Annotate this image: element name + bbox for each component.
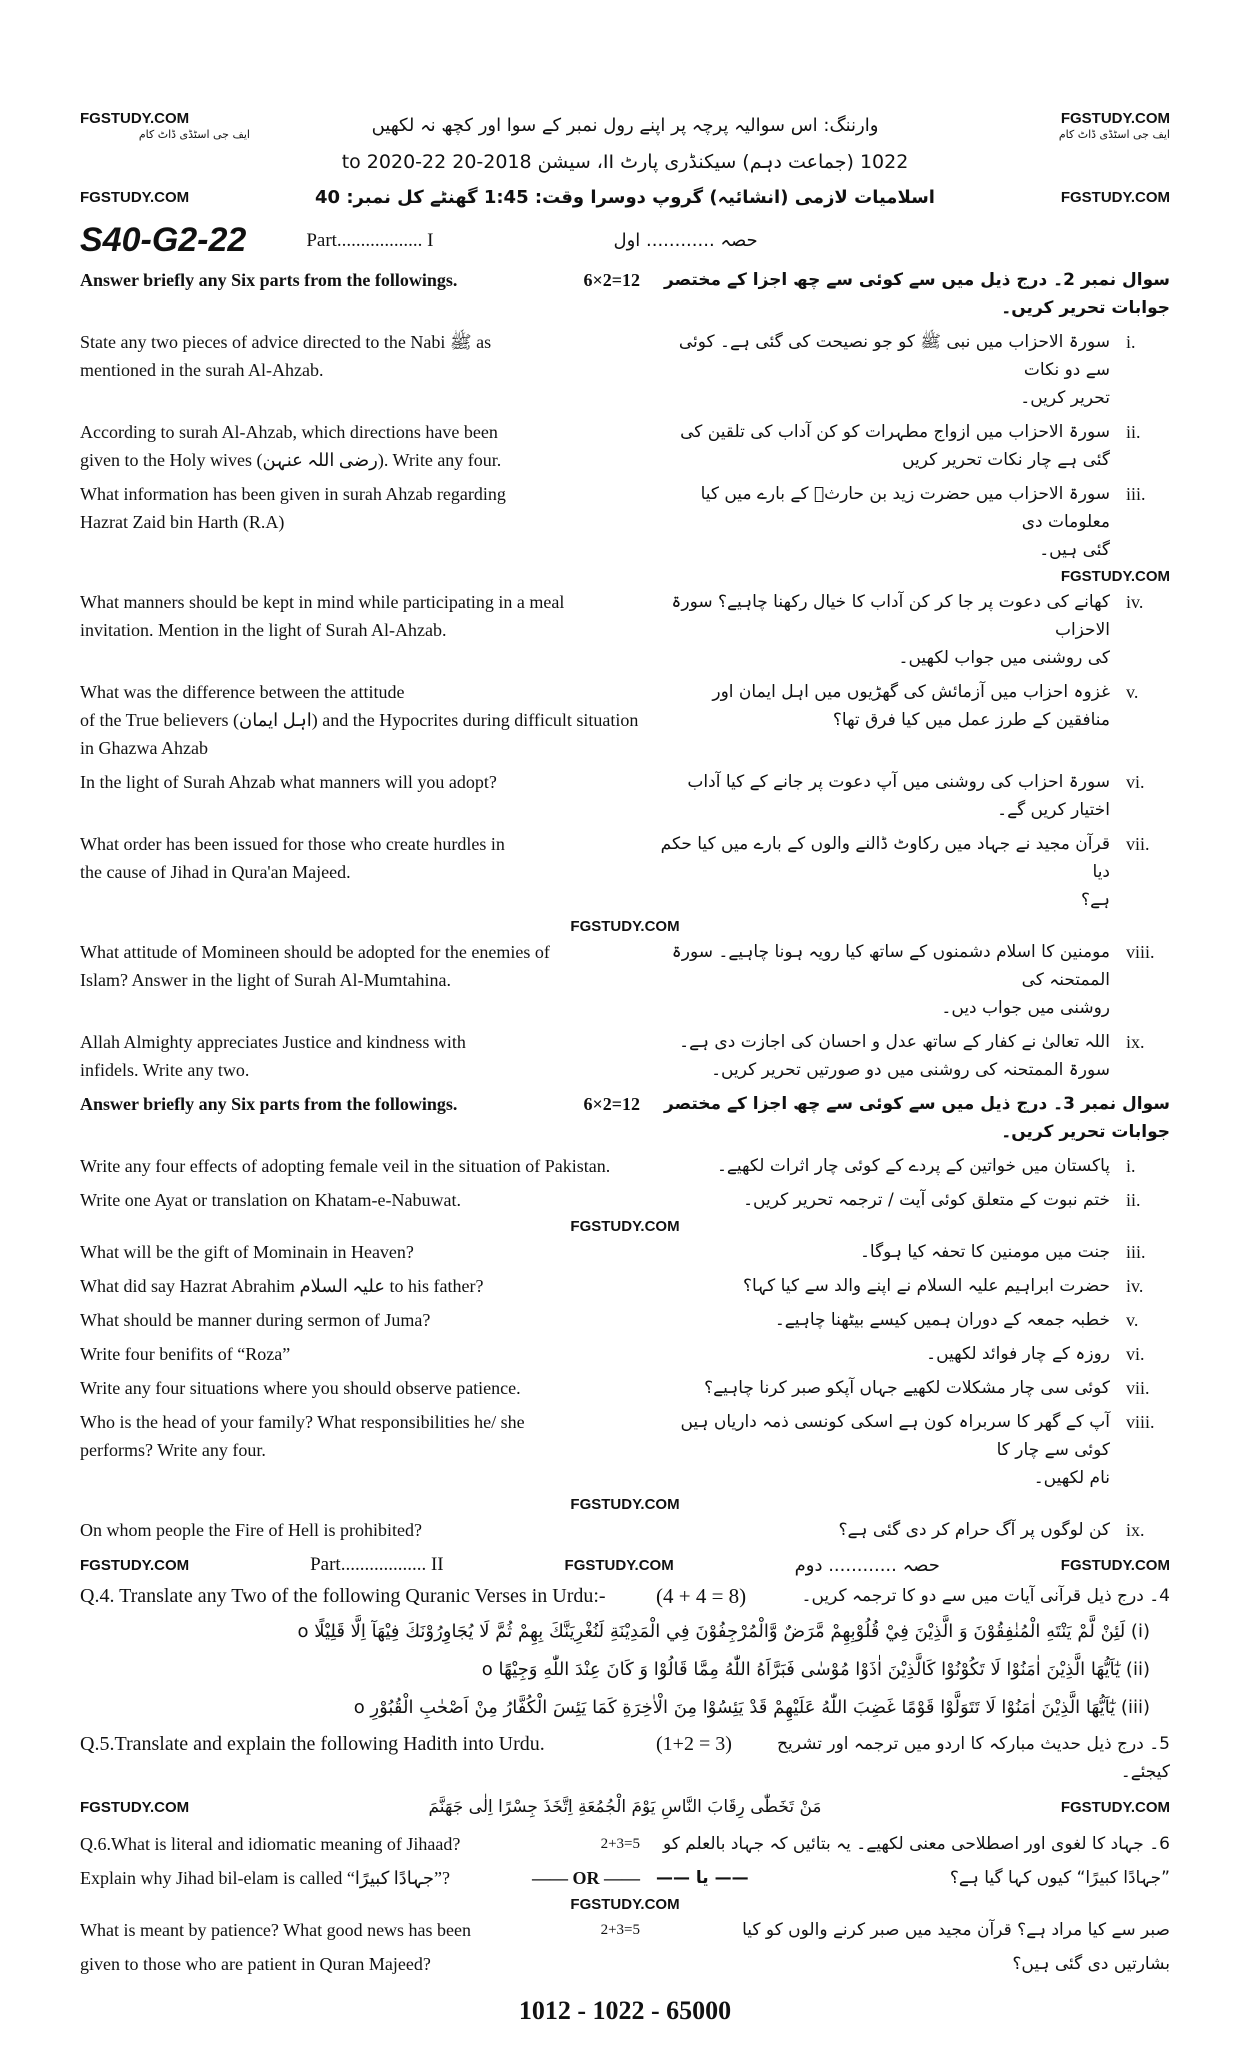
question-text-cell [80,1516,640,1544]
question-text-urdu-cell [656,768,1110,824]
question-number: iv. [1126,592,1144,612]
question-text-cell [80,1306,640,1334]
q6-text-urdu: صبر سے کیا مراد ہے؟ قرآن مجید میں صبر کرنے والوں کو کیا [742,1920,1170,1940]
question-text-cell [80,1272,640,1300]
question-row [80,1186,1170,1214]
question-text-cell [80,678,640,762]
question-text-cell [80,938,640,1022]
question-text: Write any four situations where you should observe patience. [80,1378,521,1398]
question-row [80,480,1170,564]
question-row [80,1306,1170,1334]
question-text-urdu-cell [656,1028,1110,1084]
q4-instruction-urdu: 4۔ درج ذیل قرآنی آیات میں سے دو کا ترجمہ کریں۔ [801,1586,1170,1606]
hadith-text: مَنْ تَخَطّٰى رِقَابَ النَّاسِ يَوْمَ الْجُمُعَةِ اِتَّخَذَ جِسْرًا اِلٰى جَهَنَّمَ [428,1797,822,1817]
question-row [80,1408,1170,1492]
question-number: ix. [1126,1520,1145,1540]
question-text: What did say Hazrat Abrahim علیہ السلام to his father? [80,1276,484,1296]
question-text-urdu: سورۃ الاحزاب میں حضرت زید بن حارثؓ کے بارے میں کیا معلومات دی [700,484,1110,532]
question-number: vii. [1126,1378,1150,1398]
session-line: 1022 (جماعت دہم) سیکنڈری پارٹ II، سیشن 2018-20 to 2020-22 [341,151,909,173]
or-divider-urdu: —— یا —— [656,1868,749,1888]
question-row [80,1028,1170,1084]
question-number: v. [1126,1310,1139,1330]
question-text-cell [80,1340,640,1368]
question-text: What will be the gift of Mominain in Heaven? [80,1242,414,1262]
verse [80,1654,1150,1686]
question-text-urdu-cell [656,588,1110,672]
q4-marks: (4 + 4 = 8) [656,1584,747,1608]
part-1-label: Part.................. I [306,229,434,251]
question-text: Hazrat Zaid bin Harth (R.A) [80,512,285,532]
warning-text: وارننگ: اس سوالیہ پرچہ پر اپنے رول نمبر کے سوا اور کچھ نہ لکھیں [371,114,879,136]
q6-text-urdu: بشارتیں دی گئی ہیں؟ [1012,1954,1170,1974]
question-text: mentioned in the surah Al-Ahzab. [80,360,324,380]
question-text: According to surah Al-Ahzab, which directions have been [80,422,498,442]
question-text: Write four benifits of “Roza” [80,1344,291,1364]
watermark-urdu: ایف جی اسٹڈی ڈاٹ کام [1058,128,1170,141]
question-text-urdu-cell [656,1306,1110,1334]
question-text: given to the Holy wives (رضی اللہ عنہن). Write any four. [80,450,502,470]
question-text-urdu: ختم نبوت کے متعلق کوئی آیت / ترجمہ تحریر کریں۔ [743,1190,1110,1210]
part-2-label-urdu: حصہ ............ دوم [794,1554,940,1576]
watermark: FGSTUDY.COM [570,918,680,935]
question-text-cell [80,480,640,564]
question-text: Who is the head of your family? What responsibilities he/ she [80,1412,525,1432]
question-text-urdu: روشنی میں جواب دیں۔ [941,998,1110,1018]
question-text: invitation. Mention in the light of Surah Al-Ahzab. [80,620,447,640]
q6-text: What is meant by patience? What good news has been [80,1920,472,1940]
question-text: What should be manner during sermon of Juma? [80,1310,431,1330]
question-text-urdu: غزوہ احزاب میں آزمائش کی گھڑیوں میں اہل ایمان اور منافقین کے طرز عمل میں کیا فرق تھا؟ [712,682,1110,730]
verse [80,1692,1150,1724]
question-text-urdu: سورۃ احزاب کی روشنی میں آپ دعوت پر جانے کے کیا آداب اختیار کریں گے۔ [687,772,1110,820]
watermark: FGSTUDY.COM [1060,1798,1170,1816]
question-number: viii. [1126,1412,1155,1432]
part-2-label: Part.................. II [310,1554,444,1575]
q2-instruction-urdu: سوال نمبر 2۔ درج ذیل میں سے کوئی سے چھ اجزا کے مختصر جوابات تحریر کریں۔ [664,270,1170,318]
question-text: of the True believers (اہل ایمان) and the Hypocrites during difficult situation in Ghazwa Ahzab [80,710,639,758]
question-text: What information has been given in surah Ahzab regarding [80,484,506,504]
watermark: FGSTUDY.COM [1060,568,1170,585]
q6-row [80,1916,1170,1944]
q3-marks: 6×2=12 [583,1094,640,1114]
q3-instruction-urdu: سوال نمبر 3۔ درج ذیل میں سے کوئی سے چھ اجزا کے مختصر جوابات تحریر کریں۔ [664,1094,1170,1142]
watermark: FGSTUDY.COM [1060,1556,1170,1574]
question-text-urdu: حضرت ابراہیم علیہ السلام نے اپنے والد سے کیا کہا؟ [743,1276,1110,1296]
q6-text: Q.6.What is literal and idiomatic meaning of Jihaad? [80,1834,461,1854]
verse-text: يٰٓاَيُّهَا الَّذِيْنَ اٰمَنُوْا لَا تَتَوَلَّوْا قَوْمًا غَضِبَ اللّٰهُ عَلَيْهِمْ قَدْ يَئِسُوْا مِنَ الْاٰخِرَةِ كَمَا يَئِسَ الْكُفَّارُ مِنْ اَصْحٰبِ الْقُبُوْرِ o [353,1697,1116,1718]
q4-instruction: Q.4. Translate any Two of the following Quranic Verses in Urdu:- [80,1585,606,1607]
question-text-urdu: کوئی سی چار مشکلات لکھیے جہاں آپکو صبر کرنا چاہیے؟ [704,1378,1110,1398]
question-row [80,1340,1170,1368]
question-text: What manners should be kept in mind while participating in a meal [80,592,565,612]
question-text-urdu: قرآن مجید نے جہاد میں رکاوٹ ڈالنے والوں کے بارے میں کیا حکم دیا [660,834,1110,882]
q5-instruction: Q.5.Translate and explain the following Hadith into Urdu. [80,1733,545,1755]
question-number: v. [1126,682,1139,702]
question-row [80,1152,1170,1180]
question-text: What was the difference between the attitude [80,682,405,702]
question-number: vi. [1126,772,1145,792]
question-row [80,588,1170,672]
watermark: FGSTUDY.COM [1060,189,1170,206]
question-number: iii. [1126,1242,1146,1262]
question-text: In the light of Surah Ahzab what manners will you adopt? [80,772,497,792]
q5-marks: (1+2 = 3) [656,1733,732,1755]
question-text-urdu: روزہ کے چار فوائد لکھیں۔ [926,1344,1110,1364]
watermark: FGSTUDY.COM [80,110,190,127]
question-text-cell [80,418,640,474]
question-2 [80,266,1170,1084]
question-text-cell [80,1374,640,1402]
question-text: infidels. Write any two. [80,1060,250,1080]
question-text-urdu-cell [656,480,1110,564]
q5-header [80,1730,1170,1786]
watermark: FGSTUDY.COM [570,1496,680,1513]
question-text-cell [80,328,640,412]
question-number: viii. [1126,942,1155,962]
verse-number: (i) [1130,1621,1150,1642]
question-text-urdu: سورۃ الاحزاب میں نبی ﷺ کو جو نصیحت کی گئی ہے۔ کوئی سے دو نکات [678,332,1110,380]
question-3 [80,1090,1170,1544]
or-divider: —— OR —— [532,1868,640,1888]
question-text-urdu: خطبہ جمعہ کے دوران ہمیں کیسے بیٹھنا چاہیے۔ [774,1310,1110,1330]
question-text: performs? Write any four. [80,1440,266,1460]
question-number: i. [1126,1156,1136,1176]
question-text-urdu: کن لوگوں پر آگ حرام کر دی گئی ہے؟ [838,1520,1110,1540]
verse-number: (iii) [1120,1697,1150,1718]
question-text-urdu-cell [656,1186,1110,1214]
question-text-cell [80,1238,640,1266]
q6-row [80,1830,1170,1858]
q2-instruction: Answer briefly any Six parts from the followings. [80,270,458,290]
question-text-urdu: اللہ تعالیٰ نے کفار کے ساتھ عدل و احسان کی اجازت دی ہے۔ [679,1032,1110,1052]
question-text-urdu: مومنین کا اسلام دشمنوں کے ساتھ کیا رویہ ہونا چاہیے۔ سورۃ الممتحنہ کی [671,942,1110,990]
question-text-cell [80,768,640,824]
watermark: FGSTUDY.COM [80,1798,190,1816]
question-text-urdu: کی روشنی میں جواب لکھیں۔ [898,648,1110,668]
question-number: ix. [1126,1032,1145,1052]
question-text-urdu-cell [656,418,1110,474]
q6-marks: 2+3=5 [600,1836,640,1852]
verse-text: يٰٓاَيُّهَا الَّذِيْنَ اٰمَنُوْا لَا تَكُوْنُوْا كَالَّذِيْنَ اٰذَوْا مُوْسٰى فَبَرَّاَهُ اللّٰهُ مِمَّا قَالُوْا وَ كَانَ عِنْدَ اللّٰهِ وَجِيْهًا o [481,1659,1121,1680]
watermark: FGSTUDY.COM [570,1218,680,1235]
question-text: On whom people the Fire of Hell is prohibited? [80,1520,422,1540]
q6-row [80,1864,1170,1892]
q6-text: Explain why Jihad bil-elam is called “جہادًا کبیرًا”? [80,1868,450,1888]
question-number: ii. [1126,422,1141,442]
question-text: What order has been issued for those who create hurdles in [80,834,505,854]
question-number: iii. [1126,484,1146,504]
watermark: FGSTUDY.COM [1060,110,1170,127]
question-text-urdu: گئی ہیں۔ [1039,540,1110,560]
question-text-urdu-cell [656,1374,1110,1402]
verse-text: لَئِنْ لَّمْ يَنْتَهِ الْمُنٰفِقُوْنَ وَ الَّذِيْنَ فِيْ قُلُوْبِهِمْ مَّرَضٌ وَّالْمُرْجِفُوْنَ فِي الْمَدِيْنَةِ لَنُغْرِيَنَّكَ بِهِمْ ثُمَّ لَا يُجَاوِرُوْنَكَ فِيْهَآ اِلَّا قَلِيْلًا o [297,1621,1126,1642]
q3-instruction: Answer briefly any Six parts from the followings. [80,1094,458,1114]
question-text-urdu-cell [656,830,1110,914]
question-row [80,1238,1170,1266]
paper-code: S40-G2-22 [80,221,247,259]
question-row [80,1516,1170,1544]
question-text: the cause of Jihad in Qura'an Majeed. [80,862,351,882]
question-text: Write any four effects of adopting female veil in the situation of Pakistan. [80,1156,611,1176]
watermark: FGSTUDY.COM [80,1556,190,1574]
part-2 [80,1554,1170,2026]
question-text: Allah Almighty appreciates Justice and kindness with [80,1032,466,1052]
paper-header [80,110,1170,260]
question-text-urdu: سورۃ الممتحنہ کی روشنی میں دو صورتیں تحریر کریں۔ [711,1060,1110,1080]
watermark: FGSTUDY.COM [564,1556,674,1574]
question-text-urdu-cell [656,1152,1110,1180]
question-row [80,678,1170,762]
question-text-cell [80,1152,640,1180]
question-row [80,938,1170,1022]
watermark: FGSTUDY.COM [570,1896,680,1913]
question-row [80,1374,1170,1402]
q6-text-urdu: ”جہادًا کبیرًا“ کیوں کہا گیا ہے؟ [949,1868,1170,1888]
part-1-label-urdu: حصہ ............ اول [613,230,758,251]
question-text-urdu: پاکستان میں خواتین کے پردے کے کوئی چار اثرات لکھیے۔ [716,1156,1110,1176]
question-text-cell [80,1408,640,1492]
question-number: vi. [1126,1344,1145,1364]
q6-marks: 2+3=5 [600,1922,640,1938]
question-text-cell [80,1186,640,1214]
question-text-cell [80,830,640,914]
question-text-urdu-cell [656,1340,1110,1368]
subject-line: اسلامیات لازمی (انشائیہ) گروپ دوسرا وقت: 1:45 گھنٹے کل نمبر: 40 [315,187,935,208]
question-text-urdu-cell [656,1516,1110,1544]
question-text: Write one Ayat or translation on Khatam-e-Nabuwat. [80,1190,461,1210]
question-number: vii. [1126,834,1150,854]
question-text-urdu-cell [656,1408,1110,1492]
q2-header [80,266,1170,322]
q2-marks: 6×2=12 [583,270,640,290]
question-text-urdu: آپ کے گھر کا سربراہ کون ہے اسکی کونسی ذمہ داریاں ہیں کوئی سے چار کا [680,1412,1110,1460]
question-text-cell [80,1028,640,1084]
question-row [80,418,1170,474]
question-text-urdu: تحریر کریں۔ [1020,388,1110,408]
question-row [80,830,1170,914]
question-number: iv. [1126,1276,1144,1296]
question-number: ii. [1126,1190,1141,1210]
question-text: Islam? Answer in the light of Surah Al-Mumtahina. [80,970,451,990]
question-text-urdu: سورۃ الاحزاب میں ازواج مطہرات کو کن آداب کی تلقین کی گئی ہے چار نکات تحریر کریں [680,422,1110,470]
q6-row [80,1950,1170,1978]
verse-number: (ii) [1125,1659,1150,1680]
question-text-urdu-cell [656,1238,1110,1266]
q6-text: given to those who are patient in Quran Majeed? [80,1954,431,1974]
question-number: i. [1126,332,1136,352]
question-text: What attitude of Momineen should be adopted for the enemies of [80,942,550,962]
q6-text-urdu: 6۔ جہاد کا لغوی اور اصطلاحی معنی لکھیے۔ یہ بتائیں کہ جہاد بالعلم کو [662,1834,1170,1854]
question-row [80,328,1170,412]
watermark: FGSTUDY.COM [80,189,190,206]
question-text-urdu-cell [656,328,1110,412]
question-text-cell [80,588,640,672]
question-text-urdu: کھانے کی دعوت پر جا کر کن آداب کا خیال رکھنا چاہیے؟ سورۃ الاحزاب [671,592,1110,640]
question-row [80,1272,1170,1300]
question-row [80,768,1170,824]
question-text-urdu: نام لکھیں۔ [1033,1468,1110,1488]
verse [80,1616,1150,1648]
question-text-urdu-cell [656,1272,1110,1300]
question-text: State any two pieces of advice directed to the Nabi ﷺ as [80,332,492,352]
question-text-urdu: ہے؟ [1081,890,1110,910]
watermark-urdu: ایف جی اسٹڈی ڈاٹ کام [138,128,250,141]
q5-instruction-urdu: 5۔ درج ذیل حدیث مبارکہ کا اردو میں ترجمہ اور تشریح کیجئے۔ [777,1734,1170,1782]
q3-header [80,1090,1170,1146]
question-text-urdu-cell [656,678,1110,762]
footer-code: 1012 - 1022 - 65000 [518,1996,732,2025]
question-text-urdu: جنت میں مومنین کا تحفہ کیا ہوگا۔ [859,1242,1110,1262]
q4-header [80,1582,1170,1610]
question-text-urdu-cell [656,938,1110,1022]
